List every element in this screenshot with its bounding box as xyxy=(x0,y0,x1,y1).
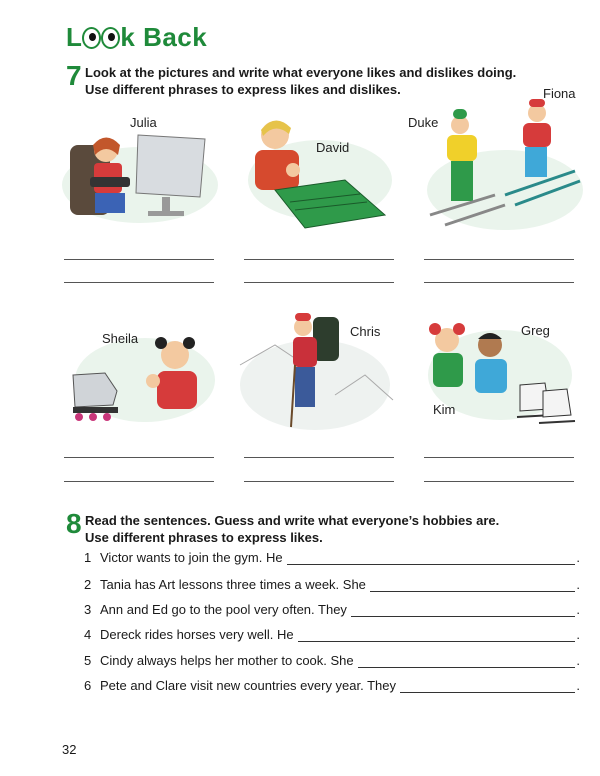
answer-line[interactable] xyxy=(244,282,394,283)
page-title xyxy=(66,22,207,53)
task-7-instruction-line1: Look at the pictures and write what everyone likes and dislikes doing. xyxy=(85,65,517,80)
greg-kim-skates-picture xyxy=(425,315,585,440)
david-book-picture xyxy=(245,110,395,230)
sentence-end-mark: . xyxy=(576,550,580,565)
title-suffix: k Back xyxy=(120,22,208,52)
name-chris: Chris xyxy=(350,324,381,339)
task-7-number: 7 xyxy=(66,60,82,91)
page-number: 32 xyxy=(62,742,77,757)
answer-line[interactable] xyxy=(244,481,394,482)
task-8-instruction-line1: Read the sentences. Guess and write what everyone’s hobbies are. xyxy=(85,513,500,528)
sentence-row xyxy=(84,577,580,592)
sentence-answer-line[interactable] xyxy=(351,604,575,617)
answer-line[interactable] xyxy=(424,259,574,260)
eye-icon xyxy=(82,27,101,49)
julia-computer-picture xyxy=(60,125,220,225)
name-kim: Kim xyxy=(433,402,456,417)
sentence-answer-line[interactable] xyxy=(287,552,576,565)
sentence-number: 5 xyxy=(84,653,92,668)
sheila-rollerblades-picture xyxy=(65,325,215,425)
sentence-row xyxy=(84,602,580,617)
answer-line[interactable] xyxy=(424,282,574,283)
sentence-end-mark: . xyxy=(576,653,580,668)
sentence-text: Cindy always helps her mother to cook. She xyxy=(100,653,354,668)
sentence-row xyxy=(84,627,580,642)
answer-line[interactable] xyxy=(64,259,214,260)
sentence-number: 1 xyxy=(84,550,92,565)
sentence-end-mark: . xyxy=(576,602,580,617)
name-greg: Greg xyxy=(521,323,550,338)
answer-line[interactable] xyxy=(244,259,394,260)
sentence-number: 3 xyxy=(84,602,92,617)
sentence-number: 4 xyxy=(84,627,92,642)
title-prefix: L xyxy=(66,22,83,52)
sentence-answer-line[interactable] xyxy=(400,680,575,693)
answer-line[interactable] xyxy=(64,457,214,458)
name-sheila: Sheila xyxy=(102,331,139,346)
sentence-answer-line[interactable] xyxy=(358,655,576,668)
task-8-instruction xyxy=(85,512,499,546)
task-8-number: 8 xyxy=(66,508,82,539)
answer-line[interactable] xyxy=(424,481,574,482)
sentence-row xyxy=(84,678,580,693)
sentence-text: Dereck rides horses very well. He xyxy=(100,627,294,642)
sentence-end-mark: . xyxy=(576,678,580,693)
sentence-text: Pete and Clare visit new countries every year. They xyxy=(100,678,397,693)
sentence-number: 6 xyxy=(84,678,92,693)
answer-line[interactable] xyxy=(64,481,214,482)
sentence-row xyxy=(84,550,580,565)
task-8-instruction-line2: Use different phrases to express likes. xyxy=(85,530,323,545)
task-7-instruction xyxy=(85,64,516,98)
name-david: David xyxy=(316,140,350,155)
answer-line[interactable] xyxy=(64,282,214,283)
sentence-text: Victor wants to join the gym. He xyxy=(100,550,283,565)
sentence-row xyxy=(84,653,580,668)
name-duke: Duke xyxy=(408,115,439,130)
sentence-number: 2 xyxy=(84,577,92,592)
eye-icon xyxy=(101,27,120,49)
sentence-answer-line[interactable] xyxy=(298,629,576,642)
sentence-end-mark: . xyxy=(576,627,580,642)
skiing-picture xyxy=(425,95,585,235)
sentence-text: Ann and Ed go to the pool very often. They xyxy=(100,602,347,617)
sentence-text: Tania has Art lessons three times a week. She xyxy=(100,577,366,592)
sentence-answer-line[interactable] xyxy=(370,579,575,592)
answer-line[interactable] xyxy=(244,457,394,458)
name-julia: Julia xyxy=(130,115,157,130)
sentence-end-mark: . xyxy=(576,577,580,592)
task-7-instruction-line2: Use different phrases to express likes and dislikes. xyxy=(85,82,401,97)
answer-line[interactable] xyxy=(424,457,574,458)
name-fiona: Fiona xyxy=(543,86,576,101)
